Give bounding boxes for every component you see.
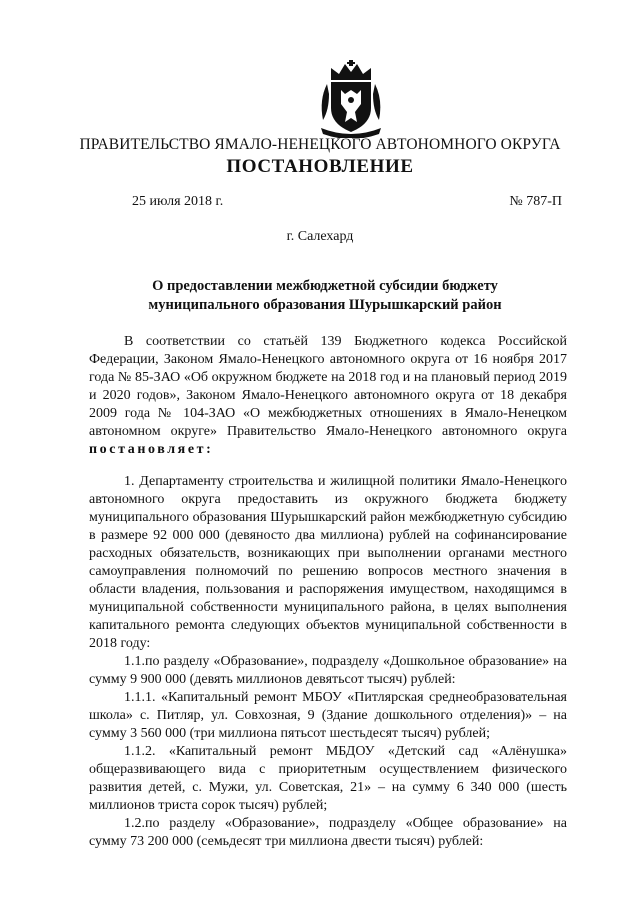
document-subject [120,277,530,315]
document-body [89,333,567,851]
preamble-paragraph [89,333,567,459]
document-number: № 787-П [509,194,562,209]
subject-line-2: муниципального образования Шурышкарский район [148,297,502,313]
paragraph-1-1-2: 1.1.2. «Капитальный ремонт МБДОУ «Детский сад «Алёнушка» общеразвивающего вида с приоритетным осуществлением физического развития детей, с. Мужи, ул. Советская, 21» – на сумму 6 340 000 (шесть миллионов триста сорок тысяч) рублей; [89,744,567,813]
coat-of-arms-emblem [317,60,385,138]
document-city: г. Салехард [286,229,354,244]
paragraph-1-1-1: 1.1.1. «Капитальный ремонт МБОУ «Питлярская среднеобразовательная школа» с. Питляр, ул. Совхозная, 9 (Здание дошкольного отделения)» – на сумму 3 560 000 (три миллиона пятьсот шестьдесят тысяч) рублей; [89,690,567,741]
document-date: 25 июля 2018 г. [132,194,224,209]
government-name: ПРАВИТЕЛЬСТВО ЯМАЛО-НЕНЕЦКОГО АВТОНОМНОГО ОКРУГА [79,136,561,153]
document-type-title: ПОСТАНОВЛЕНИЕ [226,156,414,177]
paragraph-1-1: 1.1.по разделу «Образование», подразделу «Дошкольное образование» на сумму 9 900 000 (девять миллионов девятьсот тысяч) рублей: [89,654,567,687]
resolves-keyword: постановляет: [89,442,214,457]
paragraph-1-2: 1.2.по разделу «Образование», подразделу «Общее образование» на сумму 73 200 000 (семьдесят три миллиона двести тысяч) рублей: [89,816,567,849]
paragraph-1: 1. Департаменту строительства и жилищной политики Ямало-Ненецкого автономного округа предоставить из окружного бюджета бюджету муниципального образования Шурышкарский район межбюджетную субсидию в размере 92 000 000 (девяносто два миллиона) рублей на софинансирование расходных обязательств, возникающих при выполнении органами местного самоуправления полномочий по решению вопросов местного значения в области владения, пользования и распоряжения имуществом, находящимся в муниципальной собственности муниципального района, в целях выполнения капитального ремонта следующих объектов муниципальной собственности в 2018 году: [89,474,567,651]
preamble-text: В соответствии со статьёй 139 Бюджетного кодекса Российской Федерации, Законом Ямало-Ненецкого автономного округа от 16 ноября 2017 года № 85-ЗАО «Об окружном бюджете на 2018 год и на плановый период 2019 и 2020 годов», Законом Ямало-Ненецкого автономного округа от 18 декабря 2009 года № 104-ЗАО «О межбюджетных отношениях в Ямало-Ненецком автономном округе» Правительство Ямало-Ненецкого автономного округа [89,334,567,439]
subject-line-1: О предоставлении межбюджетной субсидии бюджету [152,278,498,294]
